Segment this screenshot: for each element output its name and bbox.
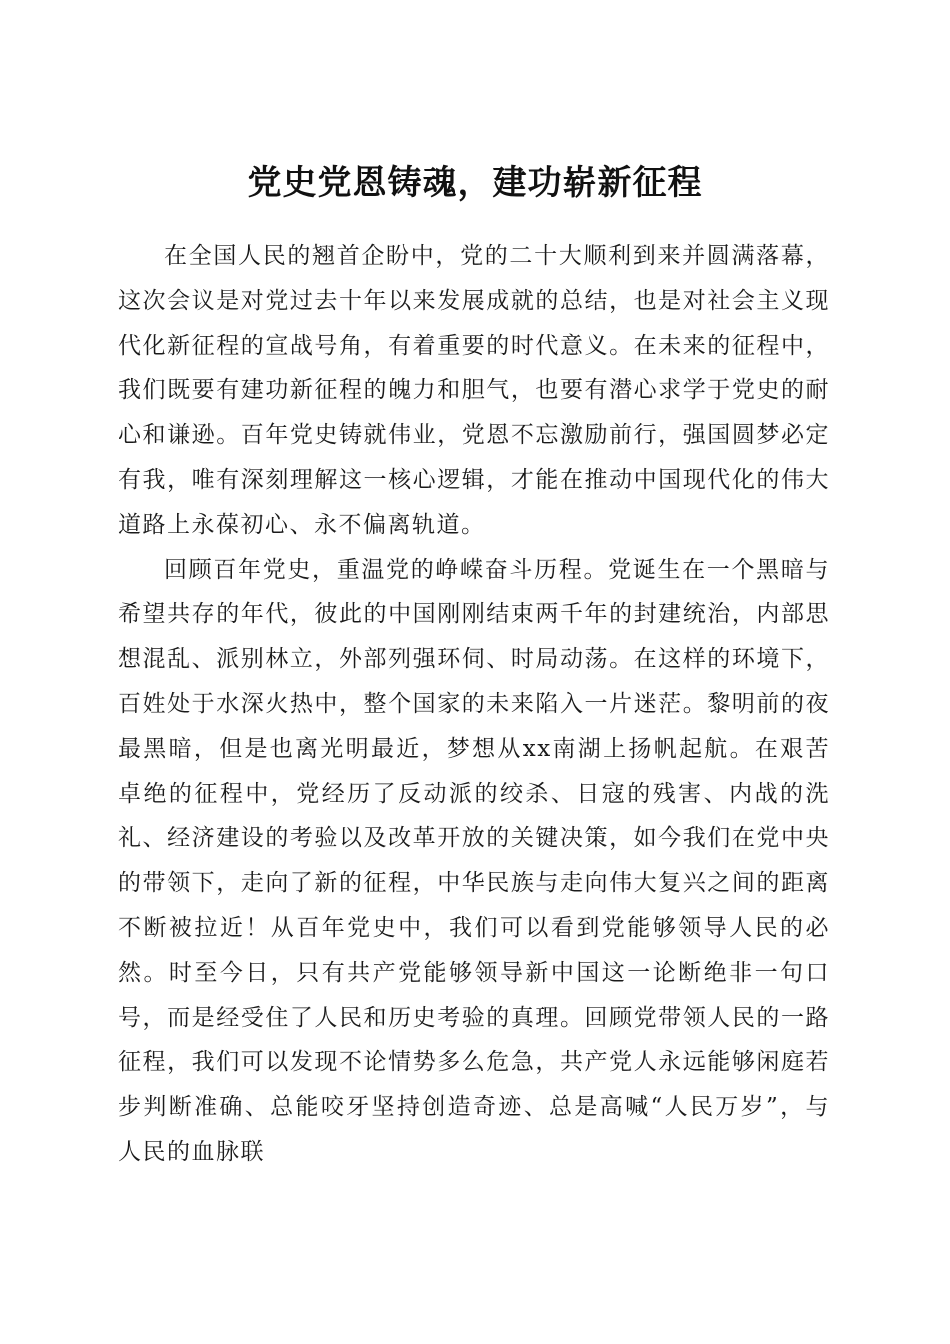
- paragraph-2: 回顾百年党史，重温党的峥嵘奋斗历程。党诞生在一个黑暗与希望共存的年代，彼此的中国刚刚结束两千年的封建统治，内部思想混乱、派别林立，外部列强环伺、时局动荡。在这样的环境下，百姓处于水深火热中，整个国家的未来陷入一片迷茫。黎明前的夜最黑暗，但是也离光明最近，梦想从xx南湖上扬帆起航。在艰苦卓绝的征程中，党经历了反动派的绞杀、日寇的残害、内战的洗礼、经济建设的考验以及改革开放的关键决策，如今我们在党中央的带领下，走向了新的征程，中华民族与走向伟大复兴之间的距离不断被拉近！从百年党史中，我们可以看到党能够领导人民的必然。时至今日，只有共产党能够领导新中国这一论断绝非一句口号，而是经受住了人民和历史考验的真理。回顾党带领人民的一路征程，我们可以发现不论情势多么危急，共产党人永远能够闲庭若步判断准确、总能咬牙坚持创造奇迹、总是高喊“人民万岁”，与人民的血脉联: [118, 556, 830, 1165]
- document-body: [118, 234, 830, 1175]
- document-title: 党史党恩铸魂，建功崭新征程: [247, 162, 703, 203]
- paragraph-1: 在全国人民的翘首企盼中，党的二十大顺利到来并圆满落幕，这次会议是对党过去十年以来发展成就的总结，也是对社会主义现代化新征程的宣战号角，有着重要的时代意义。在未来的征程中，我们既要有建功新征程的魄力和胆气，也要有潜心求学于党史的耐心和谦逊。百年党史铸就伟业，党恩不忘激励前行，强国圆梦必定有我，唯有深刻理解这一核心逻辑，才能在推动中国现代化的伟大道路上永葆初心、永不偏离轨道。: [118, 243, 830, 538]
